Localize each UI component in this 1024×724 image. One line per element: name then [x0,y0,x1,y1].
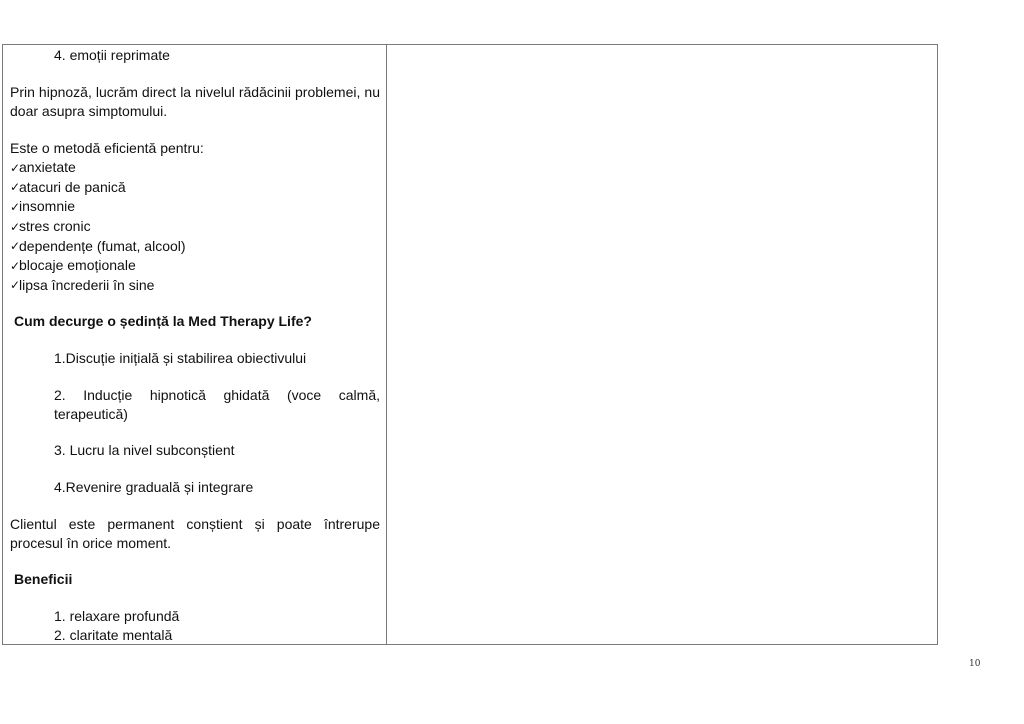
condition-label: stres cronic [19,218,91,235]
check-icon: ✓ [10,160,21,175]
conditions-list [10,158,186,295]
condition-label: insomnie [19,198,76,215]
check-icon: ✓ [10,180,21,195]
column-divider [386,45,387,644]
session-step: 4.Revenire graduală și integrare [54,479,254,495]
session-heading: Cum decurge o ședință la Med Therapy Life? [14,313,312,329]
list-item [10,236,186,256]
benefits-heading: Beneficii [14,571,73,587]
condition-label: lipsa încrederii în sine [19,276,155,293]
paragraph-root-cause: Prin hipnoză, lucrăm direct la nivelul rădăcinii problemei, nu doar asupra simptomului. [10,84,380,119]
check-icon: ✓ [10,258,21,273]
list-item [10,197,186,217]
page-number: 10 [969,659,981,669]
client-note: Clientul este permanent conștient și poate întrerupe procesul în orice moment. [10,516,380,551]
session-step: 2. Inducție hipnotică ghidată (voce calmă, terapeutică) [54,387,380,422]
list-item-emotions: 4. emoții reprimate [54,47,170,63]
benefit-item: 2. claritate mentală [54,627,173,643]
content-table [2,44,938,645]
check-icon: ✓ [10,219,21,234]
check-icon: ✓ [10,278,21,293]
condition-label: dependențe (fumat, alcool) [19,237,186,254]
list-item [10,217,186,237]
benefit-item: 1. relaxare profundă [54,608,180,624]
check-icon: ✓ [10,199,21,214]
condition-label: atacuri de panică [19,178,126,195]
list-item [10,276,186,296]
condition-label: anxietate [19,159,76,176]
check-icon: ✓ [10,239,21,254]
session-step: 1.Discuție inițială și stabilirea obiectivului [54,350,307,366]
session-step: 3. Lucru la nivel subconștient [54,442,235,458]
list-item [10,158,186,178]
list-item [10,178,186,198]
condition-label: blocaje emoționale [19,257,136,274]
effective-intro: Este o metodă eficientă pentru: [10,140,204,156]
list-item [10,256,186,276]
